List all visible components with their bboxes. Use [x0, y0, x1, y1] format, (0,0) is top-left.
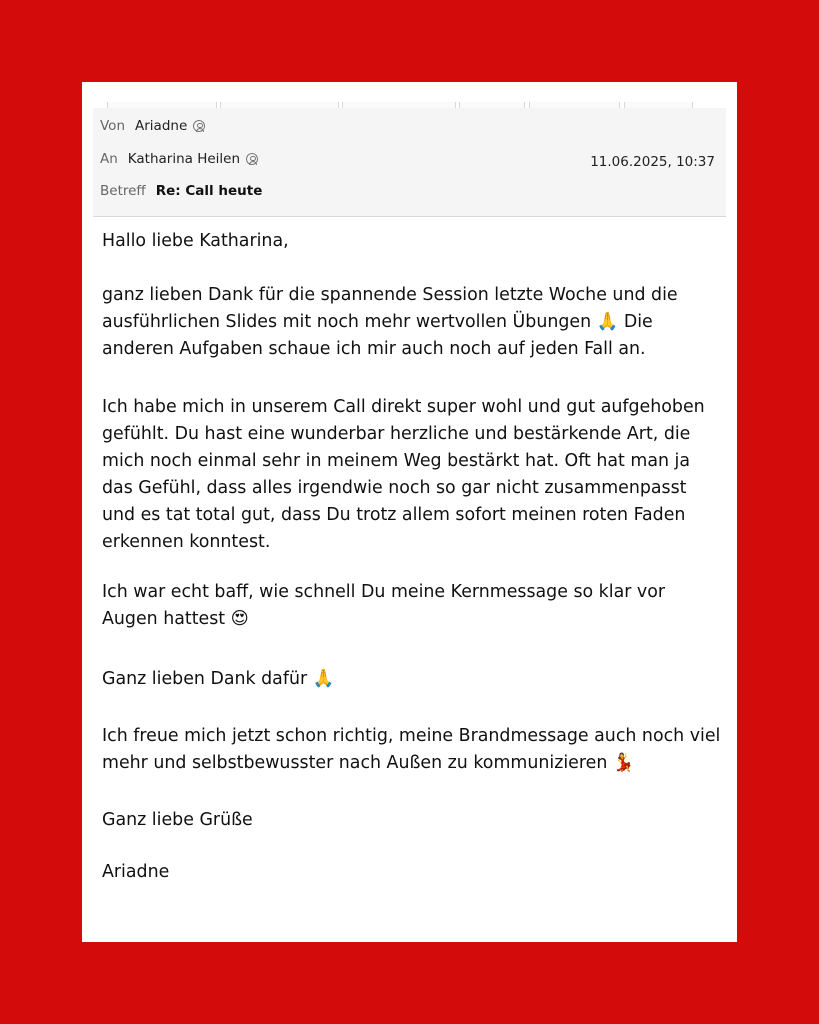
greeting: Hallo liebe Katharina,	[102, 231, 289, 251]
paragraph-3: Ich war echt baff, wie schnell Du meine Kernmessage so klar vor Augen hattest 😍	[102, 582, 665, 629]
paragraph-2: Ich habe mich in unserem Call direkt super wohl und gut aufgehoben gefühlt. Du hast eine wunderbar herzliche und bestärkende Art, die mich noch einmal sehr in meinem Weg bestärkt hat. Oft hat man ja das Gefühl, dass alles irgendwie noch so gar nicht zusammenpasst und es tat total gut, dass Du trotz allem sofort meinen roten Faden erkennen konntest.	[102, 397, 705, 552]
from-name[interactable]: Ariadne	[135, 118, 188, 134]
from-row	[100, 118, 205, 134]
subject: Re: Call heute	[155, 183, 263, 199]
email-header	[93, 108, 726, 217]
subject-row	[100, 183, 262, 199]
paragraph-5: Ich freue mich jetzt schon richtig, meine Brandmessage auch noch viel mehr und selbstbewusster nach Außen zu kommunizieren 💃	[102, 726, 721, 773]
signature: Ariadne	[102, 862, 170, 882]
paragraph-1: ganz lieben Dank für die spannende Session letzte Woche und die ausführlichen Slides mit noch mehr wertvollen Übungen 🙏 Die anderen Aufgaben schaue ich mir auch noch auf jeden Fall an.	[102, 285, 678, 359]
to-row	[100, 151, 258, 167]
to-label: An	[100, 151, 118, 167]
subject-label: Betreff	[100, 183, 146, 199]
email-card	[82, 82, 737, 942]
paragraph-4: Ganz lieben Dank dafür 🙏	[102, 669, 335, 689]
contact-person-icon[interactable]	[193, 120, 205, 132]
from-label: Von	[100, 118, 126, 134]
contact-person-icon[interactable]	[246, 153, 258, 165]
to-name[interactable]: Katharina Heilen	[127, 151, 241, 167]
closing: Ganz liebe Grüße	[102, 810, 253, 830]
sent-date: 11.06.2025, 10:37	[590, 154, 715, 170]
